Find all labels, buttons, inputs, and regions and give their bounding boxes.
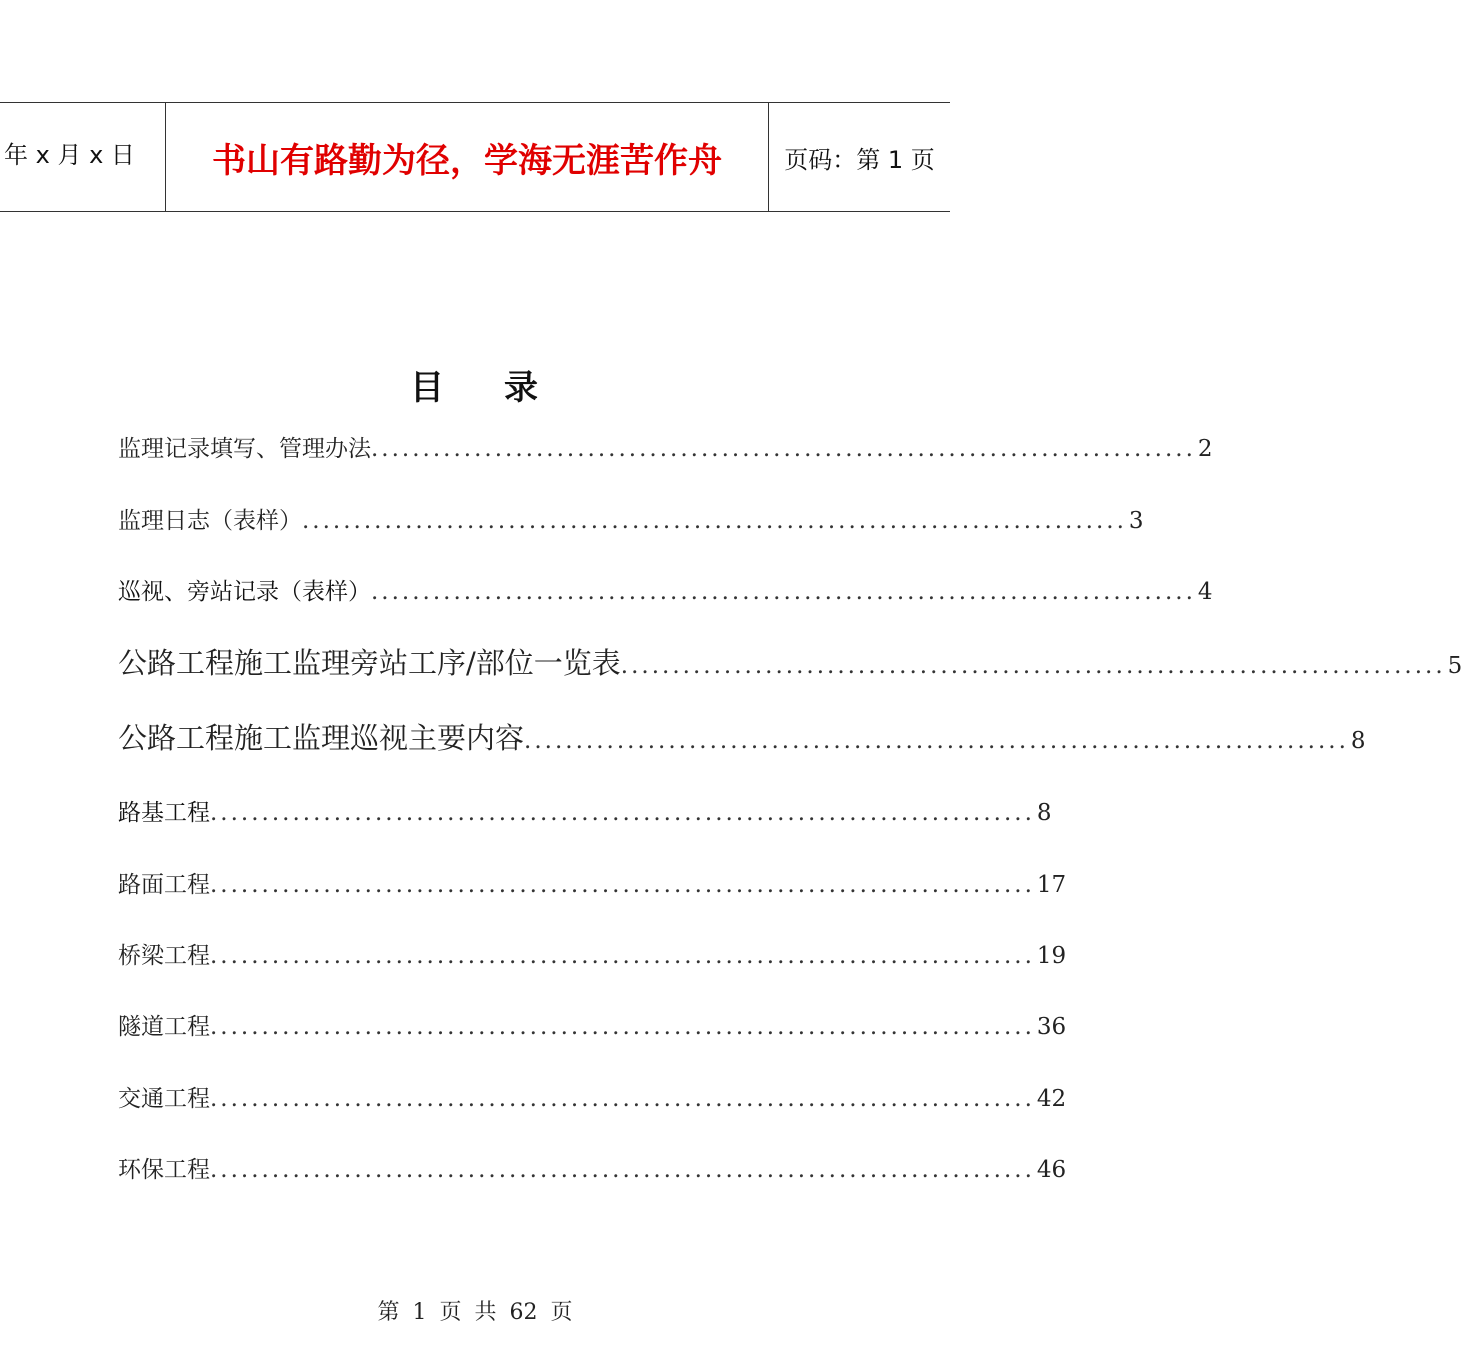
toc-entry[interactable] xyxy=(118,1151,1067,1184)
toc-entry-label: 监理记录填写、管理办法 xyxy=(118,436,371,462)
page-footer: 第 1 页 共 62 页 xyxy=(377,1300,573,1325)
toc-entry-page: 2 xyxy=(1197,436,1213,462)
toc-entry-page: 8 xyxy=(1036,800,1052,826)
toc-entry[interactable] xyxy=(118,794,1052,827)
toc-entry-label: 路面工程 xyxy=(118,872,210,898)
toc-entry[interactable] xyxy=(118,937,1067,970)
toc-entry-label: 桥梁工程 xyxy=(118,943,210,969)
toc-entry-label: 巡视、旁站记录（表样） xyxy=(118,579,371,605)
toc-leader-dots: ................................................................................ xyxy=(210,943,1035,969)
header-date: 年 x 月 x 日 xyxy=(0,103,166,211)
toc-leader-dots: ................................................................................ xyxy=(371,579,1196,605)
toc-entry-page: 4 xyxy=(1197,579,1213,605)
toc-entry[interactable] xyxy=(118,573,1213,606)
toc-leader-dots: ................................................................................ xyxy=(210,1086,1035,1112)
toc-entry-page: 17 xyxy=(1036,872,1067,898)
toc-entry-label: 隧道工程 xyxy=(118,1014,210,1040)
toc-entry-page: 36 xyxy=(1036,1014,1067,1040)
toc-leader-dots: ................................................................................ xyxy=(210,1157,1035,1183)
toc-title-left: 目 xyxy=(410,368,446,408)
header-motto: 书山有路勤为径，学海无涯苦作舟 xyxy=(166,103,769,211)
toc-entry-label: 公路工程施工监理巡视主要内容 xyxy=(118,721,525,755)
toc-entry-label: 公路工程施工监理旁站工序/部位一览表 xyxy=(118,646,621,680)
toc-entry[interactable] xyxy=(118,866,1067,899)
toc-entry-page: 19 xyxy=(1036,943,1067,969)
toc-entry[interactable] xyxy=(118,716,1366,757)
toc-entry[interactable] xyxy=(118,430,1213,463)
toc-entry[interactable] xyxy=(118,1008,1067,1041)
toc-entry-label: 交通工程 xyxy=(118,1086,210,1112)
toc-leader-dots: ................................................................................ xyxy=(620,653,1446,679)
toc-leader-dots: ................................................................................ xyxy=(302,508,1127,534)
toc-leader-dots: ................................................................................ xyxy=(371,436,1196,462)
toc-leader-dots: ................................................................................ xyxy=(210,1014,1035,1040)
toc-entry-page: 42 xyxy=(1036,1086,1067,1112)
toc-entry-page: 5 xyxy=(1447,653,1462,679)
toc-entry-label: 监理日志（表样） xyxy=(118,508,302,534)
toc-leader-dots: ................................................................................ xyxy=(210,872,1035,898)
toc-entry-label: 环保工程 xyxy=(118,1157,210,1183)
header-page-number: 页码：第 1 页 xyxy=(784,145,935,174)
toc-entry-label: 路基工程 xyxy=(118,800,210,826)
toc-entry-page: 8 xyxy=(1350,728,1366,754)
toc-entry[interactable] xyxy=(118,502,1144,535)
toc-entry[interactable] xyxy=(118,1080,1067,1113)
page-header xyxy=(0,102,950,212)
toc-leader-dots: ................................................................................ xyxy=(524,728,1349,754)
toc-leader-dots: ................................................................................ xyxy=(210,800,1035,826)
toc-title xyxy=(0,360,950,409)
toc-entry-page: 46 xyxy=(1036,1157,1067,1183)
toc-entry[interactable] xyxy=(118,641,1462,682)
toc-title-right: 录 xyxy=(504,368,540,408)
toc-entry-page: 3 xyxy=(1128,508,1144,534)
